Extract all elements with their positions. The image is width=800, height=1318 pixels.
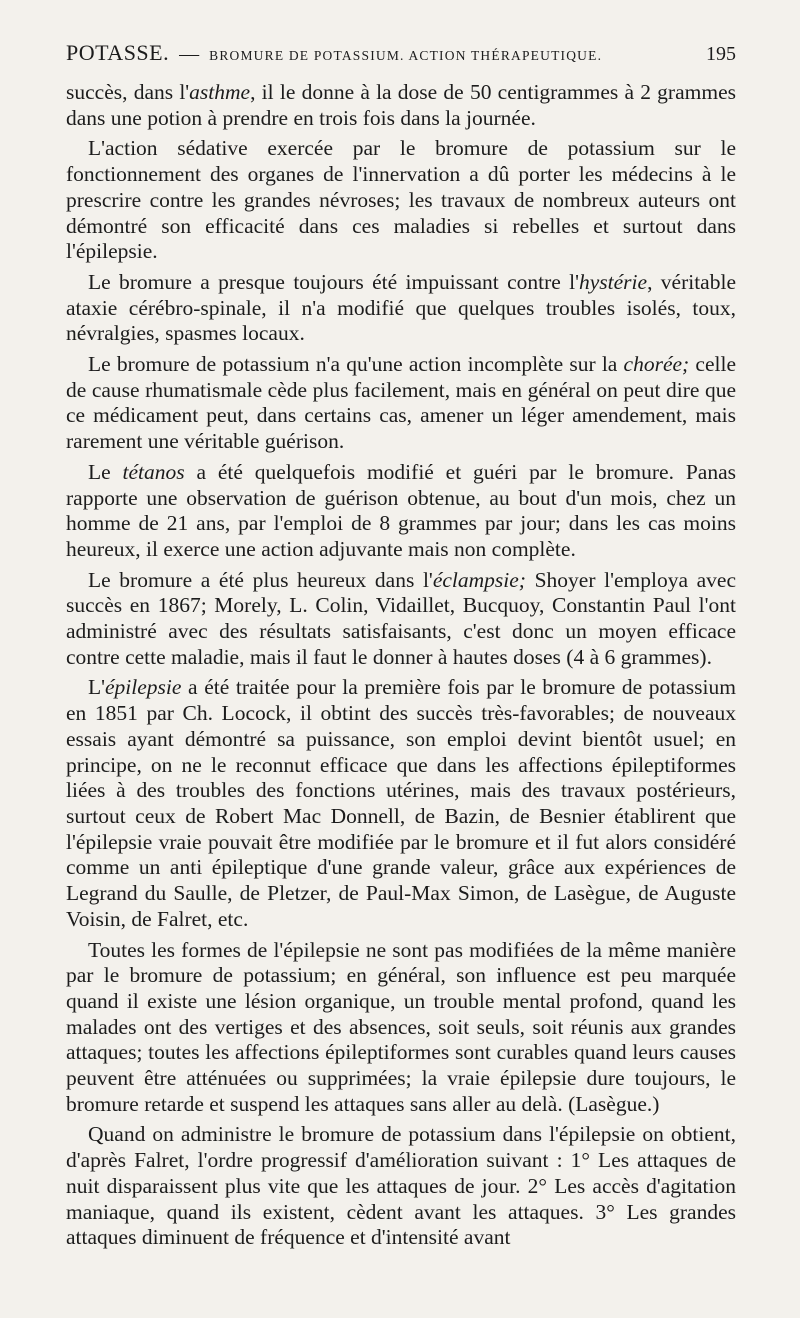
text-run: L'action sédative exercée par le bromure de potassium sur le fonctionnement des organes de l'innervation a dû porter les médecins à le prescrire contre les grandes névroses; les travaux de nombreux auteurs ont démontré son efficacité dans ces maladies si rebelles et surtout dans l'épilepsie. bbox=[66, 136, 736, 264]
text-run: a été traitée pour la première fois par le bromure de potassium en 1851 par Ch. Locock, il obtint des succès très-favorables; de nouveaux essais ayant démontré sa puissance, son emploi devint bientôt usuel; en principe, on ne le reconnut efficace que dans les affections épileptiformes liées à des troubles des fonctions utérines, mais des travaux postérieurs, surtout ceux de Robert Mac Donnell, de Bazin, de Besnier établirent que l'épilepsie vraie pouvait être modifiée par le bromure et il fut alors considéré comme un anti épileptique d'une grande valeur, grâce aux expériences de Legrand du Saulle, de Pletzer, de Paul-Max Simon, de Lasègue, de Auguste Voisin, de Falret, etc. bbox=[66, 675, 736, 931]
italic-term: asthme bbox=[189, 80, 251, 104]
italic-term: épilepsie bbox=[105, 675, 182, 700]
text-run: Le bbox=[88, 459, 123, 484]
text-run: celle de cause rhumatismale cède plus facilement, mais en général on peut dire que ce médicament peut, dans certains cas, amener un léger amendement, mais rarement une véritable guérison. bbox=[66, 352, 736, 454]
paragraph bbox=[66, 460, 736, 563]
text-run: Le bromure de potassium n'a qu'une action incomplète sur la bbox=[88, 352, 624, 377]
running-header bbox=[66, 40, 736, 76]
paragraph bbox=[66, 568, 736, 671]
text-run: Le bromure a presque toujours été impuissant contre l' bbox=[88, 269, 579, 294]
italic-term: hystérie bbox=[579, 269, 648, 294]
paragraph bbox=[66, 352, 736, 455]
paragraph bbox=[66, 80, 736, 131]
text-run: , véritable ataxie cérébro-spinale, il n'a modifié que quelques troubles isolés, toux, névralgies, spasmes locaux. bbox=[66, 269, 736, 346]
header-left bbox=[66, 40, 602, 66]
text-run: Le bromure a été plus heureux dans l' bbox=[88, 567, 433, 592]
body-text bbox=[66, 80, 736, 1251]
paragraph bbox=[66, 136, 736, 265]
italic-term: tétanos bbox=[122, 459, 185, 484]
text-run: Quand on administre le bromure de potassium dans l'épilepsie on obtient, d'après Falret, l'ordre progressif d'amélioration suivant : 1° Les attaques de nuit disparaissent plus vite que les attaques de jour. 2° Les accès d'agitation maniaque, quand ils existent, cèdent avant les attaques. 3° Les grandes attaques diminuent de fréquence et d'intensité avant bbox=[66, 1122, 736, 1250]
text-run: , il le donne à la dose de 50 centigrammes à 2 grammes dans une potion à prendre en trois fois dans la journée. bbox=[66, 80, 736, 130]
text-run: a été quelquefois modifié et guéri par le bromure. Panas rapporte une observation de guérison obtenue, au bout d'un mois, chez un homme de 21 ans, par l'emploi de 8 grammes par jour; dans les cas moins heureux, il exerce une action adjuvante mais non complète. bbox=[66, 459, 736, 561]
paragraph bbox=[66, 270, 736, 347]
italic-term: éclampsie; bbox=[432, 567, 526, 592]
header-dash: — bbox=[179, 43, 200, 65]
text-run: L' bbox=[88, 675, 106, 700]
paragraph bbox=[66, 675, 736, 932]
italic-term: chorée; bbox=[623, 352, 690, 377]
paragraph bbox=[66, 938, 736, 1118]
text-run: succès, dans l' bbox=[66, 80, 190, 104]
text-run: Toutes les formes de l'épilepsie ne sont pas modifiées de la même manière par le bromure de potassium; en général, son influence est peu marquée quand il existe une lésion organique, un trouble mental profond, quand les malades ont des vertiges et des absences, soit seuls, soit réunis aux grandes attaques; toutes les affections épileptiformes sont curables quand leurs causes peuvent être atténuées ou supprimées; la vraie épilepsie dure toujours, le bromure retarde et suspend les attaques sans aller au delà. (Lasègue.) bbox=[66, 937, 736, 1116]
page-number: 195 bbox=[706, 43, 736, 65]
text-run: Shoyer l'employa avec succès en 1867; Morely, L. Colin, Vidaillet, Bucquoy, Constantin Paul l'ont administré avec des résultats satisfaisants, c'est donc un moyen efficace contre cette maladie, mais il faut le donner à hautes doses (4 à 6 grammes). bbox=[66, 567, 736, 669]
paragraph bbox=[66, 1122, 736, 1251]
header-title: POTASSE. bbox=[66, 40, 170, 65]
header-subtitle: BROMURE DE POTASSIUM. ACTION THÉRAPEUTIQUE. bbox=[209, 48, 603, 63]
